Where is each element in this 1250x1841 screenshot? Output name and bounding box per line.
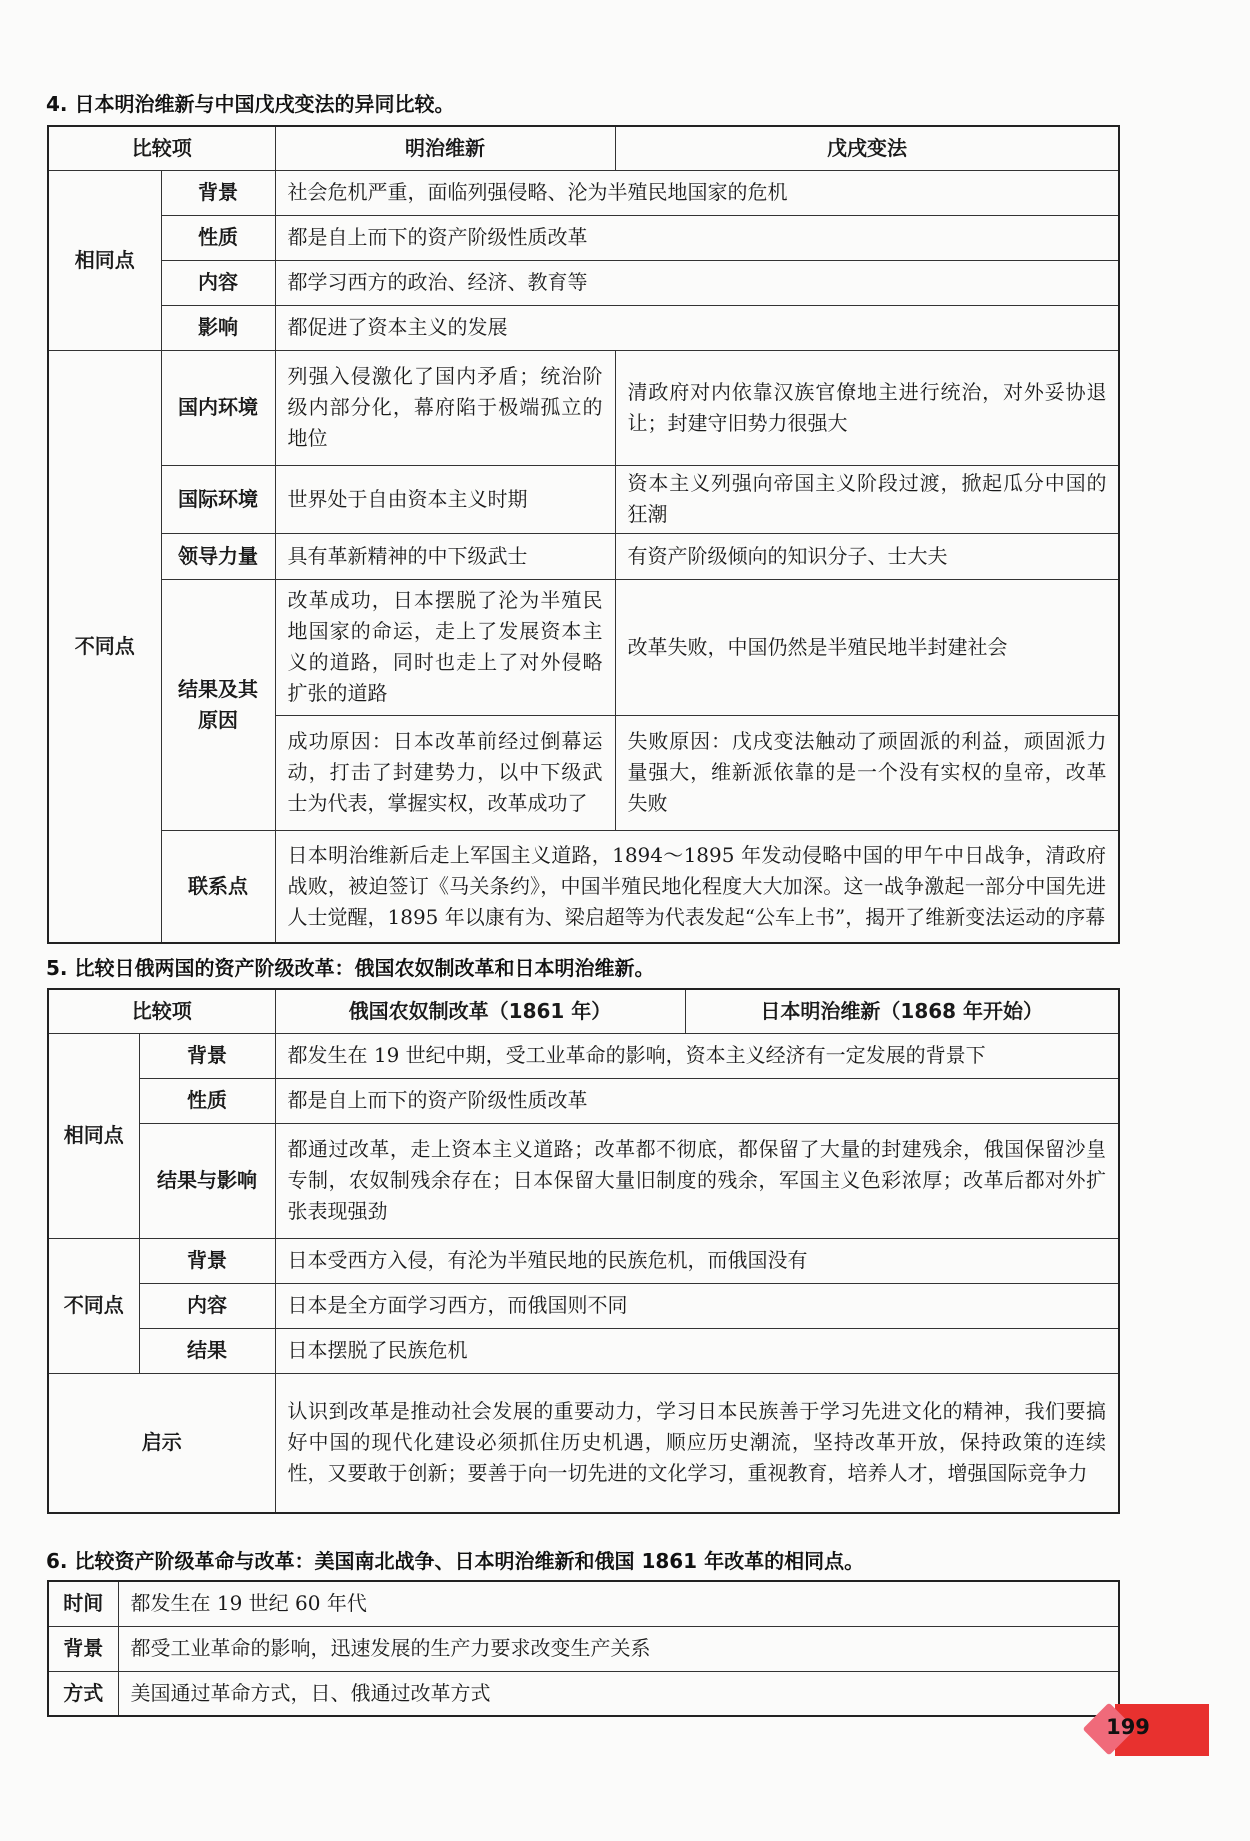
row-text: 日本摆脱了民族危机 — [275, 1328, 1119, 1373]
insight-text: 认识到改革是推动社会发展的重要动力，学习日本民族善于学习先进文化的精神，我们要搞好中国的现代化建设必须抓住历史机遇，顺应历史潮流，坚持改革开放，保持政策的连续性，又要敢于创新；要善于向一切先进的文化学习，重视教育，培养人才，增强国际竞争力 — [275, 1373, 1119, 1513]
header-compare-item: 比较项 — [48, 989, 275, 1033]
row-text: 社会危机严重，面临列强侵略、沦为半殖民地国家的危机 — [275, 170, 1119, 215]
table-row — [48, 1123, 1119, 1238]
table-row — [48, 830, 1119, 943]
meiji-cell: 世界处于自由资本主义时期 — [275, 465, 615, 533]
row-label: 国际环境 — [161, 465, 275, 533]
wuxu-cell: 有资产阶级倾向的知识分子、士大夫 — [615, 533, 1119, 579]
table-row — [48, 1328, 1119, 1373]
meiji-cell: 具有革新精神的中下级武士 — [275, 533, 615, 579]
header-wuxu: 戊戌变法 — [615, 126, 1119, 170]
row-label: 背景 — [139, 1238, 275, 1283]
table-row — [48, 1373, 1119, 1513]
diff-points-label: 不同点 — [48, 350, 161, 943]
row-label: 性质 — [161, 215, 275, 260]
section-4-title: 4. 日本明治维新与中国戊戌变法的异同比较。 — [46, 92, 455, 116]
row-text: 都学习西方的政治、经济、教育等 — [275, 260, 1119, 305]
table-row — [48, 1078, 1119, 1123]
diff-points-label: 不同点 — [48, 1238, 139, 1373]
table-row — [48, 350, 1119, 465]
link-text: 日本明治维新后走上军国主义道路，1894～1895 年发动侵略中国的甲午中日战争，清政府战败，被迫签订《马关条约》，中国半殖民地化程度大大加深。这一战争激起一部分中国先进人士觉醒，1895 年以康有为、梁启超等为代表发起“公车上书”，揭开了维新变法运动的序幕 — [275, 830, 1119, 943]
header-compare-item: 比较项 — [48, 126, 275, 170]
section-6-title: 6. 比较资产阶级革命与改革：美国南北战争、日本明治维新和俄国 1861 年改革的相同点。 — [46, 1549, 865, 1573]
wuxu-cell: 清政府对内依靠汉族官僚地主进行统治，对外妥协退让；封建守旧势力很强大 — [615, 350, 1119, 465]
row-label: 背景 — [48, 1626, 118, 1671]
row-label: 结果 — [139, 1328, 275, 1373]
comparison-table-meiji-wuxu — [47, 125, 1120, 944]
row-text: 美国通过革命方式，日、俄通过改革方式 — [118, 1671, 1119, 1716]
comparison-table-russia-japan — [47, 988, 1120, 1514]
meiji-cell: 列强入侵激化了国内矛盾；统治阶级内部分化，幕府陷于极端孤立的地位 — [275, 350, 615, 465]
row-label: 背景 — [161, 170, 275, 215]
wuxu-result-cell: 改革失败，中国仍然是半殖民地半封建社会 — [615, 579, 1119, 715]
row-text: 都促进了资本主义的发展 — [275, 305, 1119, 350]
meiji-result-cell: 改革成功，日本摆脱了沦为半殖民地国家的命运，走上了发展资本主义的道路，同时也走上了对外侵略扩张的道路 — [275, 579, 615, 715]
row-label: 影响 — [161, 305, 275, 350]
table-row — [48, 1033, 1119, 1078]
table-row — [48, 1626, 1119, 1671]
row-label: 内容 — [139, 1283, 275, 1328]
result-reason-label: 结果及其原因 — [161, 579, 275, 830]
header-meiji: 明治维新 — [275, 126, 615, 170]
row-text: 都受工业革命的影响，迅速发展的生产力要求改变生产关系 — [118, 1626, 1119, 1671]
table-row — [48, 1238, 1119, 1283]
comparison-table-revolution-reform — [47, 1580, 1120, 1717]
row-label: 性质 — [139, 1078, 275, 1123]
wuxu-reason-cell: 失败原因：戊戌变法触动了顽固派的利益，顽固派力量强大，维新派依靠的是一个没有实权的皇帝，改革失败 — [615, 715, 1119, 830]
table-row — [48, 465, 1119, 533]
page-number-badge — [1075, 1703, 1210, 1757]
row-text: 日本受西方入侵，有沦为半殖民地的民族危机，而俄国没有 — [275, 1238, 1119, 1283]
row-label: 内容 — [161, 260, 275, 305]
row-label: 时间 — [48, 1581, 118, 1626]
table-row — [48, 215, 1119, 260]
wuxu-cell: 资本主义列强向帝国主义阶段过渡，掀起瓜分中国的狂潮 — [615, 465, 1119, 533]
same-points-label: 相同点 — [48, 1033, 139, 1238]
row-text: 都发生在 19 世纪 60 年代 — [118, 1581, 1119, 1626]
table-row — [48, 1671, 1119, 1716]
row-label: 领导力量 — [161, 533, 275, 579]
page-number: 199 — [1106, 1715, 1150, 1739]
section-5-title: 5. 比较日俄两国的资产阶级改革：俄国农奴制改革和日本明治维新。 — [46, 956, 655, 980]
row-text: 都通过改革，走上资本主义道路；改革都不彻底，都保留了大量的封建残余，俄国保留沙皇专制，农奴制残余存在；日本保留大量旧制度的残余，军国主义色彩浓厚；改革后都对外扩张表现强劲 — [275, 1123, 1119, 1238]
row-label: 方式 — [48, 1671, 118, 1716]
row-label: 结果与影响 — [139, 1123, 275, 1238]
row-text: 都是自上而下的资产阶级性质改革 — [275, 215, 1119, 260]
table-row — [48, 1283, 1119, 1328]
table-row — [48, 579, 1119, 715]
table-row — [48, 305, 1119, 350]
table-header-row — [48, 989, 1119, 1033]
row-label: 背景 — [139, 1033, 275, 1078]
meiji-reason-cell: 成功原因：日本改革前经过倒幕运动，打击了封建势力，以中下级武士为代表，掌握实权，改革成功了 — [275, 715, 615, 830]
header-japan: 日本明治维新（1868 年开始） — [685, 989, 1119, 1033]
row-text: 都是自上而下的资产阶级性质改革 — [275, 1078, 1119, 1123]
table-header-row — [48, 126, 1119, 170]
table-row — [48, 260, 1119, 305]
row-label: 国内环境 — [161, 350, 275, 465]
table-row — [48, 1581, 1119, 1626]
header-russia: 俄国农奴制改革（1861 年） — [275, 989, 685, 1033]
insight-label: 启示 — [48, 1373, 275, 1513]
same-points-label: 相同点 — [48, 170, 161, 350]
row-text: 都发生在 19 世纪中期，受工业革命的影响，资本主义经济有一定发展的背景下 — [275, 1033, 1119, 1078]
link-label: 联系点 — [161, 830, 275, 943]
table-row — [48, 533, 1119, 579]
table-row — [48, 170, 1119, 215]
row-text: 日本是全方面学习西方，而俄国则不同 — [275, 1283, 1119, 1328]
